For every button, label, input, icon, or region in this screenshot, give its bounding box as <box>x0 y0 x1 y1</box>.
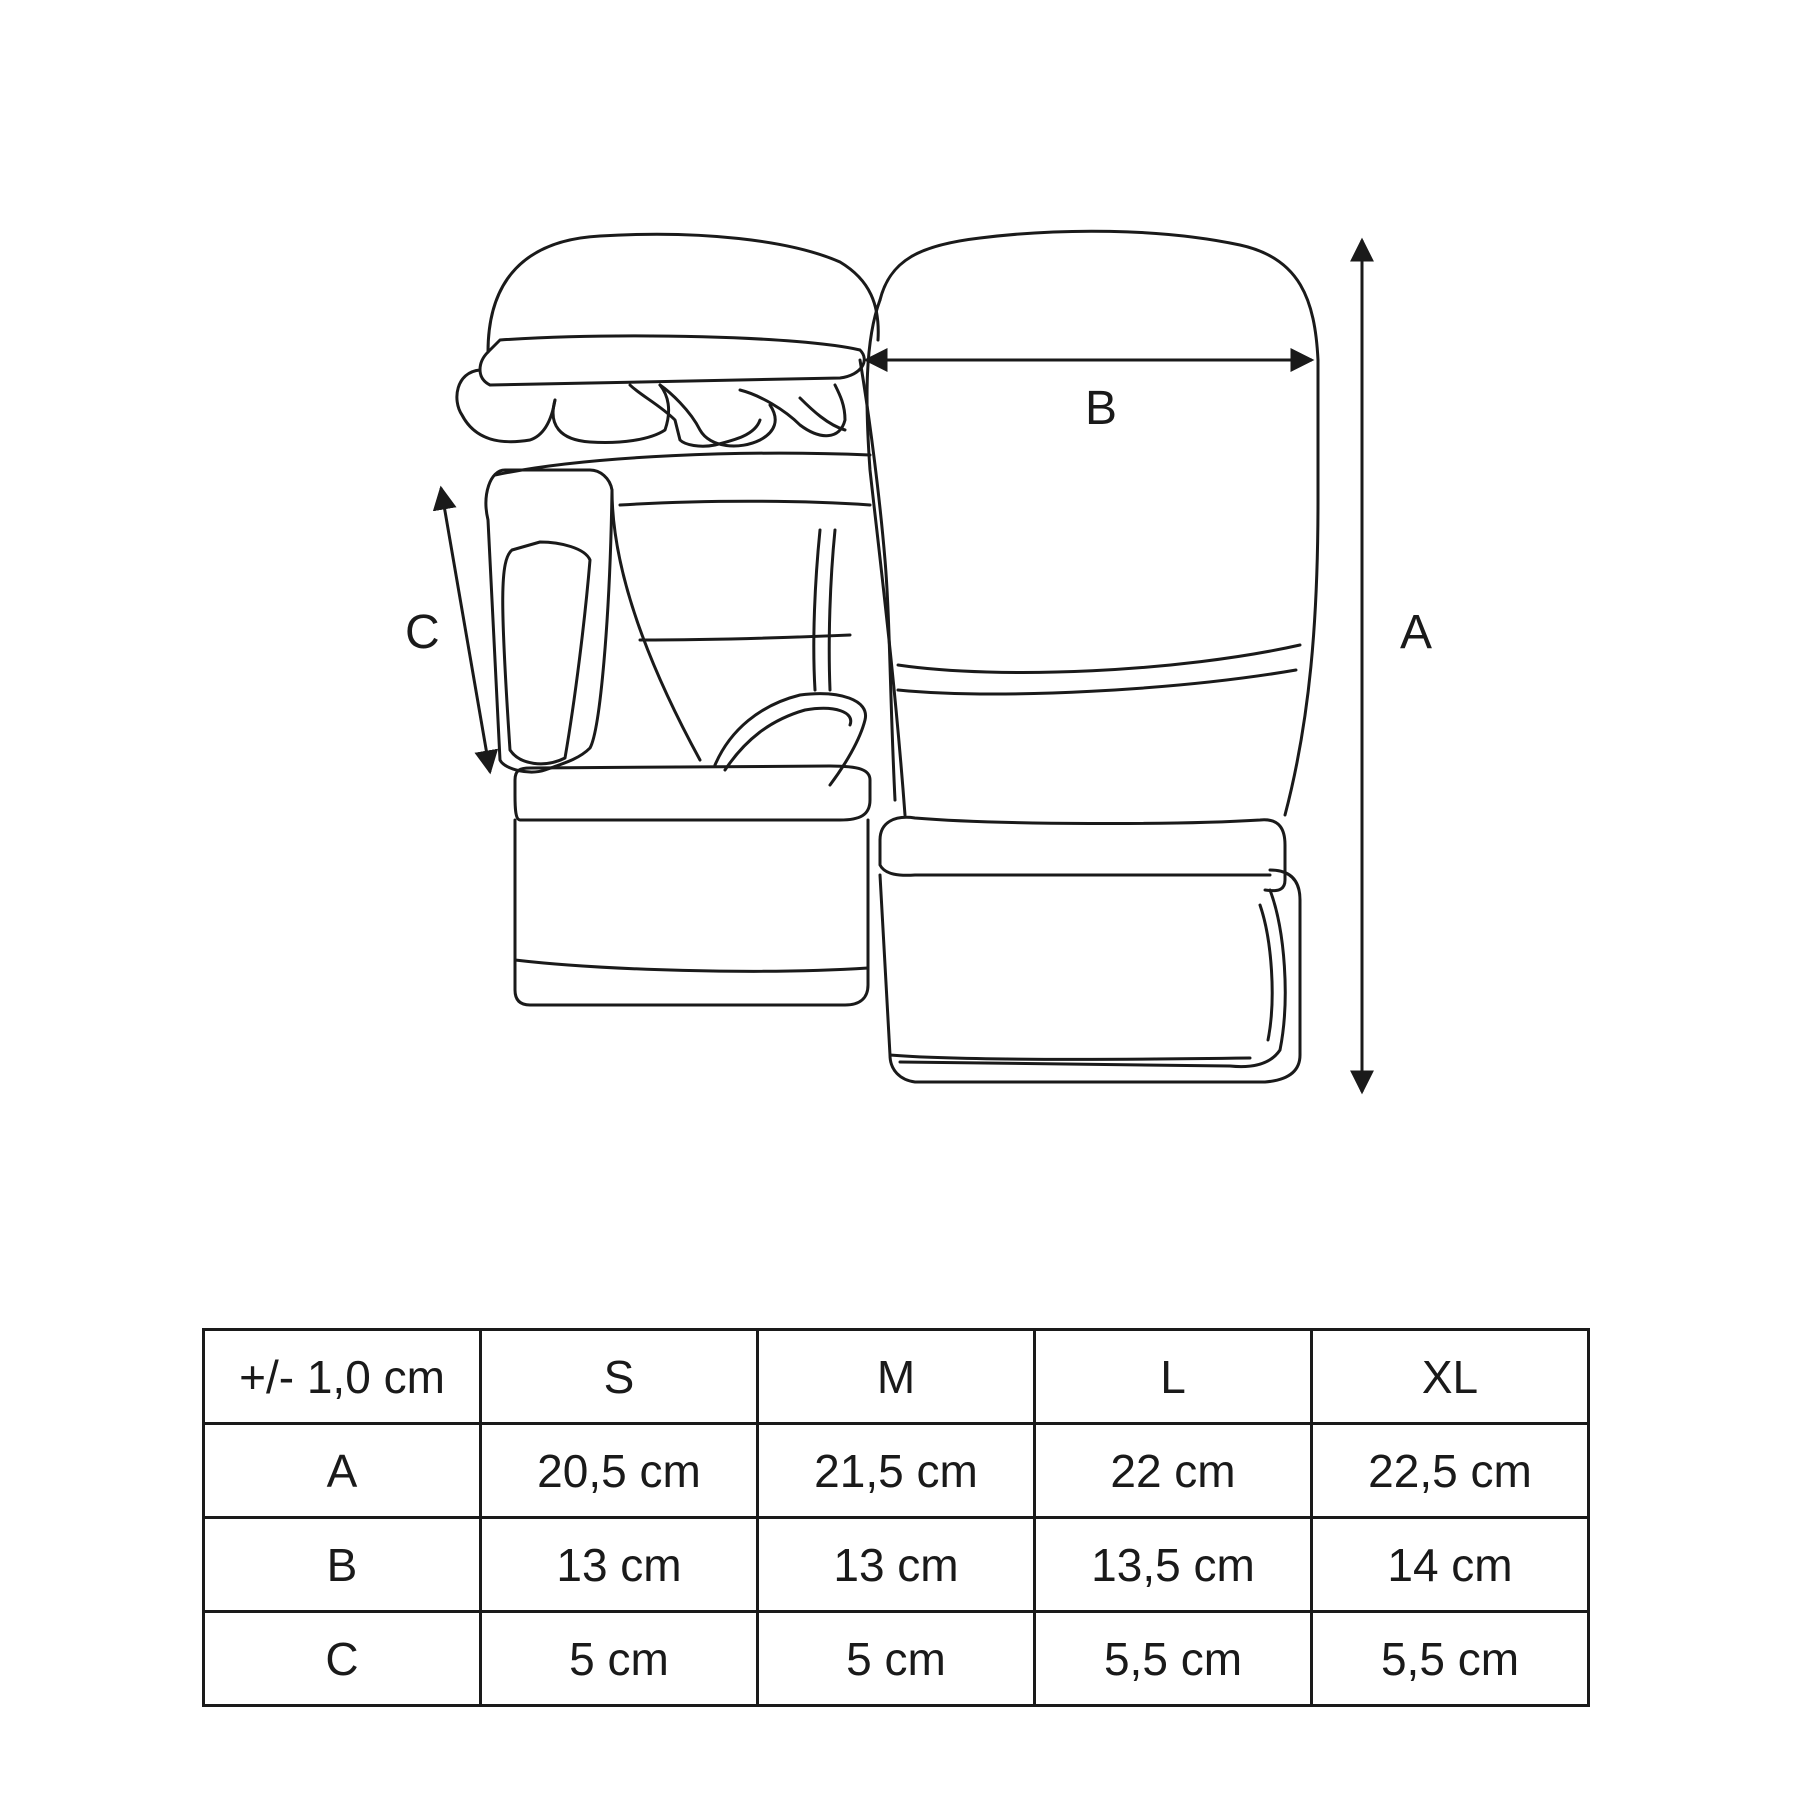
table-cell: 13 cm <box>758 1518 1035 1612</box>
dimension-b <box>866 360 1312 435</box>
table-row <box>204 1612 1589 1706</box>
table-cell: A <box>204 1424 481 1518</box>
table-header-cell: S <box>481 1330 758 1424</box>
dimension-c <box>405 488 490 772</box>
table-cell: 5,5 cm <box>1312 1612 1589 1706</box>
table-cell: 13,5 cm <box>1035 1518 1312 1612</box>
table-row <box>204 1518 1589 1612</box>
table-header-cell: M <box>758 1330 1035 1424</box>
table-cell: C <box>204 1612 481 1706</box>
dimension-b-label: B <box>1085 382 1118 435</box>
size-table <box>202 1328 1590 1707</box>
table-header-row <box>204 1330 1589 1424</box>
table-row <box>204 1424 1589 1518</box>
table-cell: 5 cm <box>481 1612 758 1706</box>
table-header-cell: L <box>1035 1330 1312 1424</box>
table-cell: 13 cm <box>481 1518 758 1612</box>
dimension-a <box>1362 240 1432 1092</box>
table-cell: 21,5 cm <box>758 1424 1035 1518</box>
table-header-cell: XL <box>1312 1330 1589 1424</box>
table-header-cell: +/- 1,0 cm <box>204 1330 481 1424</box>
table-cell: 20,5 cm <box>481 1424 758 1518</box>
table-cell: 22 cm <box>1035 1424 1312 1518</box>
dimension-a-label: A <box>1400 606 1433 659</box>
dimension-c-label: C <box>405 606 440 659</box>
table-cell: 5,5 cm <box>1035 1612 1312 1706</box>
table-cell: 14 cm <box>1312 1518 1589 1612</box>
table-cell: 5 cm <box>758 1612 1035 1706</box>
table-cell: B <box>204 1518 481 1612</box>
glove-side-view <box>457 234 895 1005</box>
table-cell: 22,5 cm <box>1312 1424 1589 1518</box>
